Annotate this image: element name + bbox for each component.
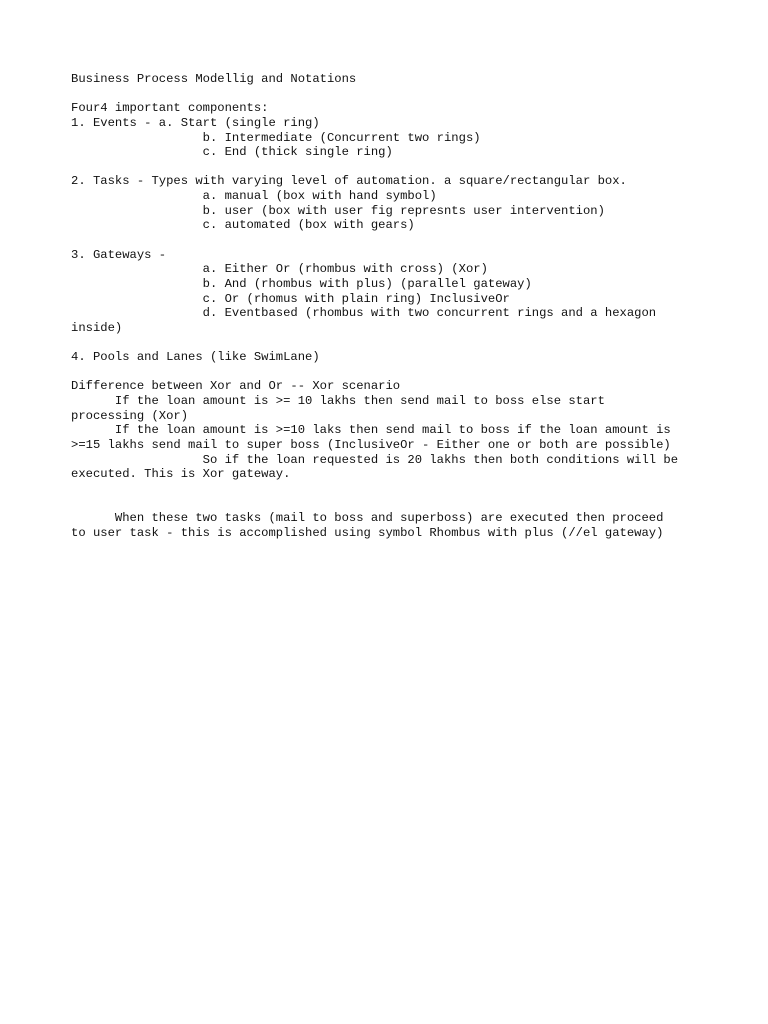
text-line: 1. Events - a. Start (single ring) <box>71 115 320 130</box>
text-line: b. And (rhombus with plus) (parallel gateway) <box>71 276 532 291</box>
text-line: c. End (thick single ring) <box>71 145 393 160</box>
text-line <box>71 482 711 497</box>
text-line: a. Either Or (rhombus with cross) (Xor) <box>71 262 488 277</box>
text-line: 2. Tasks - Types with varying level of automation. a square/rectangular box. <box>71 174 627 189</box>
text-line: b. user (box with user fig represnts user intervention) <box>71 203 605 218</box>
text-line: inside) <box>71 320 123 335</box>
text-line <box>71 233 711 248</box>
text-line <box>71 336 711 351</box>
text-line: 4. Pools and Lanes (like SwimLane) <box>71 350 320 365</box>
document-body <box>71 72 711 541</box>
text-line: b. Intermediate (Concurrent two rings) <box>71 130 481 145</box>
text-line: Four4 important components: <box>71 101 269 116</box>
text-line: So if the loan requested is 20 lakhs then both conditions will be <box>71 452 679 467</box>
text-line: to user task - this is accomplished using symbol Rhombus with plus (//el gateway) <box>71 525 664 540</box>
text-line: Business Process Modellig and Notations <box>71 72 357 86</box>
text-line: Difference between Xor and Or -- Xor scenario <box>71 379 401 394</box>
text-line: When these two tasks (mail to boss and superboss) are executed then proceed <box>71 511 664 526</box>
text-line: executed. This is Xor gateway. <box>71 467 291 482</box>
text-line <box>71 365 711 380</box>
text-line: c. Or (rhomus with plain ring) InclusiveOr <box>71 291 510 306</box>
text-line: c. automated (box with gears) <box>71 218 415 233</box>
text-line: 3. Gateways - <box>71 247 167 262</box>
text-line: If the loan amount is >= 10 lakhs then send mail to boss else start <box>71 394 605 409</box>
text-line <box>71 87 711 102</box>
text-line: >=15 lakhs send mail to super boss (InclusiveOr - Either one or both are possible) <box>71 438 671 453</box>
text-line: processing (Xor) <box>71 408 189 423</box>
text-line <box>71 160 711 175</box>
text-line: d. Eventbased (rhombus with two concurrent rings and a hexagon <box>71 306 657 321</box>
text-line: a. manual (box with hand symbol) <box>71 189 437 204</box>
text-line <box>71 497 711 512</box>
text-line: If the loan amount is >=10 laks then send mail to boss if the loan amount is <box>71 423 671 438</box>
